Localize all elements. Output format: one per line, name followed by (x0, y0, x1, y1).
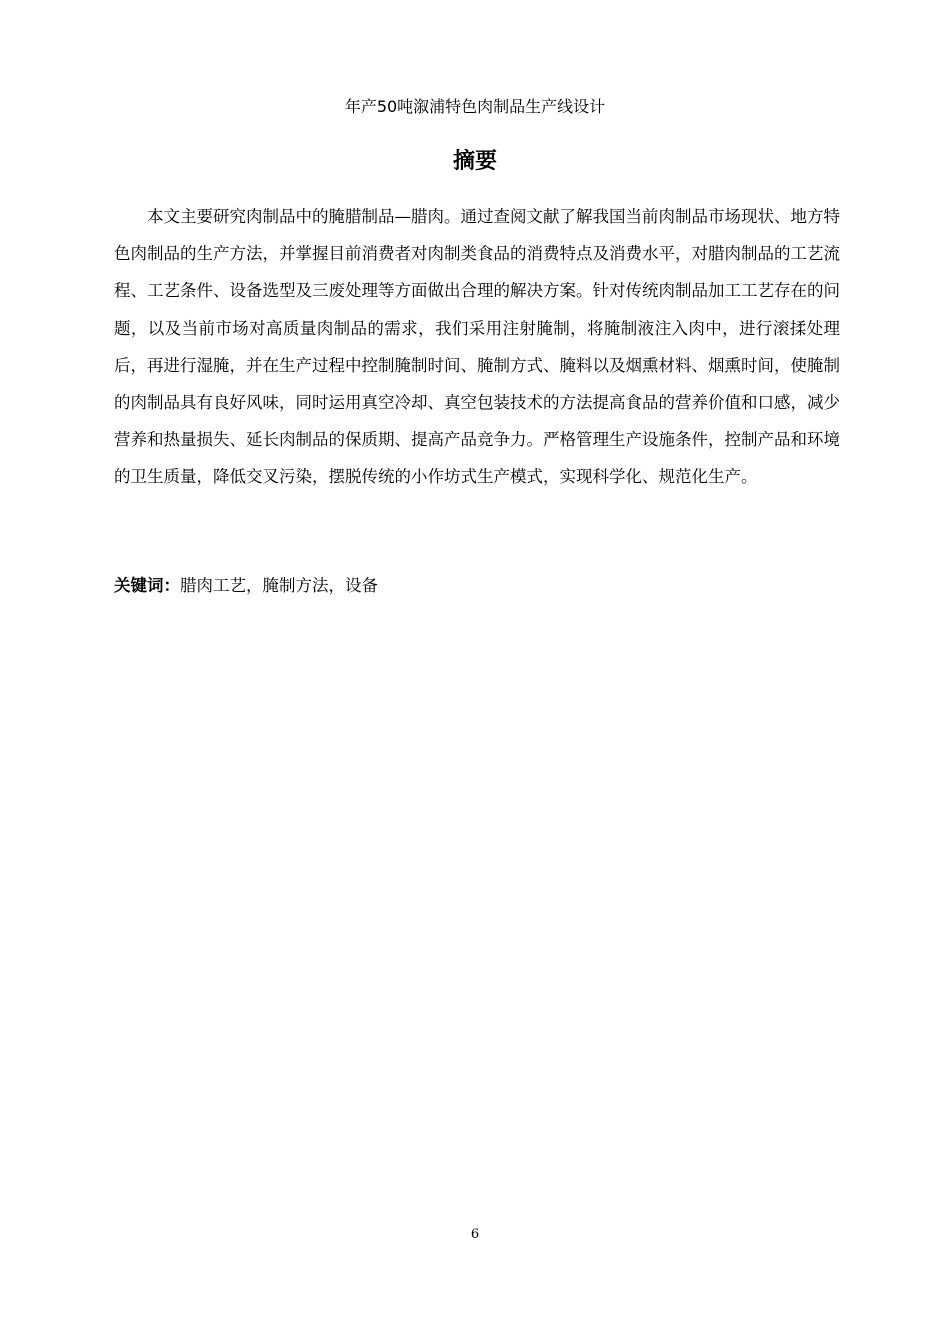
abstract-paragraph: 本文主要研究肉制品中的腌腊制品—腊肉。通过查阅文献了解我国当前肉制品市场现状、地方特色肉制品的生产方法，并掌握目前消费者对肉制类食品的消费特点及消费水平，对腊肉制品的工艺流程、工艺条件、设备选型及三废处理等方面做出合理的解决方案。针对传统肉制品加工工艺存在的问题，以及当前市场对高质量肉制品的需求，我们采用注射腌制，将腌制液注入肉中，进行滚揉处理后，再进行湿腌，并在生产过程中控制腌制时间、腌制方式、腌料以及烟熏材料、烟熏时间，使腌制的肉制品具有良好风味，同时运用真空冷却、真空包装技术的方法提高食品的营养价值和口感，减少营养和热量损失、延长肉制品的保质期、提高产品竞争力。严格管理生产设施条件，控制产品和环境的卫生质量，降低交叉污染，摆脱传统的小作坊式生产模式，实现科学化、规范化生产。 (114, 207, 840, 487)
keywords-text: 腊肉工艺，腌制方法，设备 (180, 576, 378, 595)
running-title: 年产50吨溆浦特色肉制品生产线设计 (344, 97, 606, 116)
abstract-heading: 摘要 (452, 149, 497, 174)
keywords-line (114, 571, 840, 601)
page-number: 6 (470, 1227, 480, 1242)
keywords-label: 关键词： (114, 576, 180, 595)
